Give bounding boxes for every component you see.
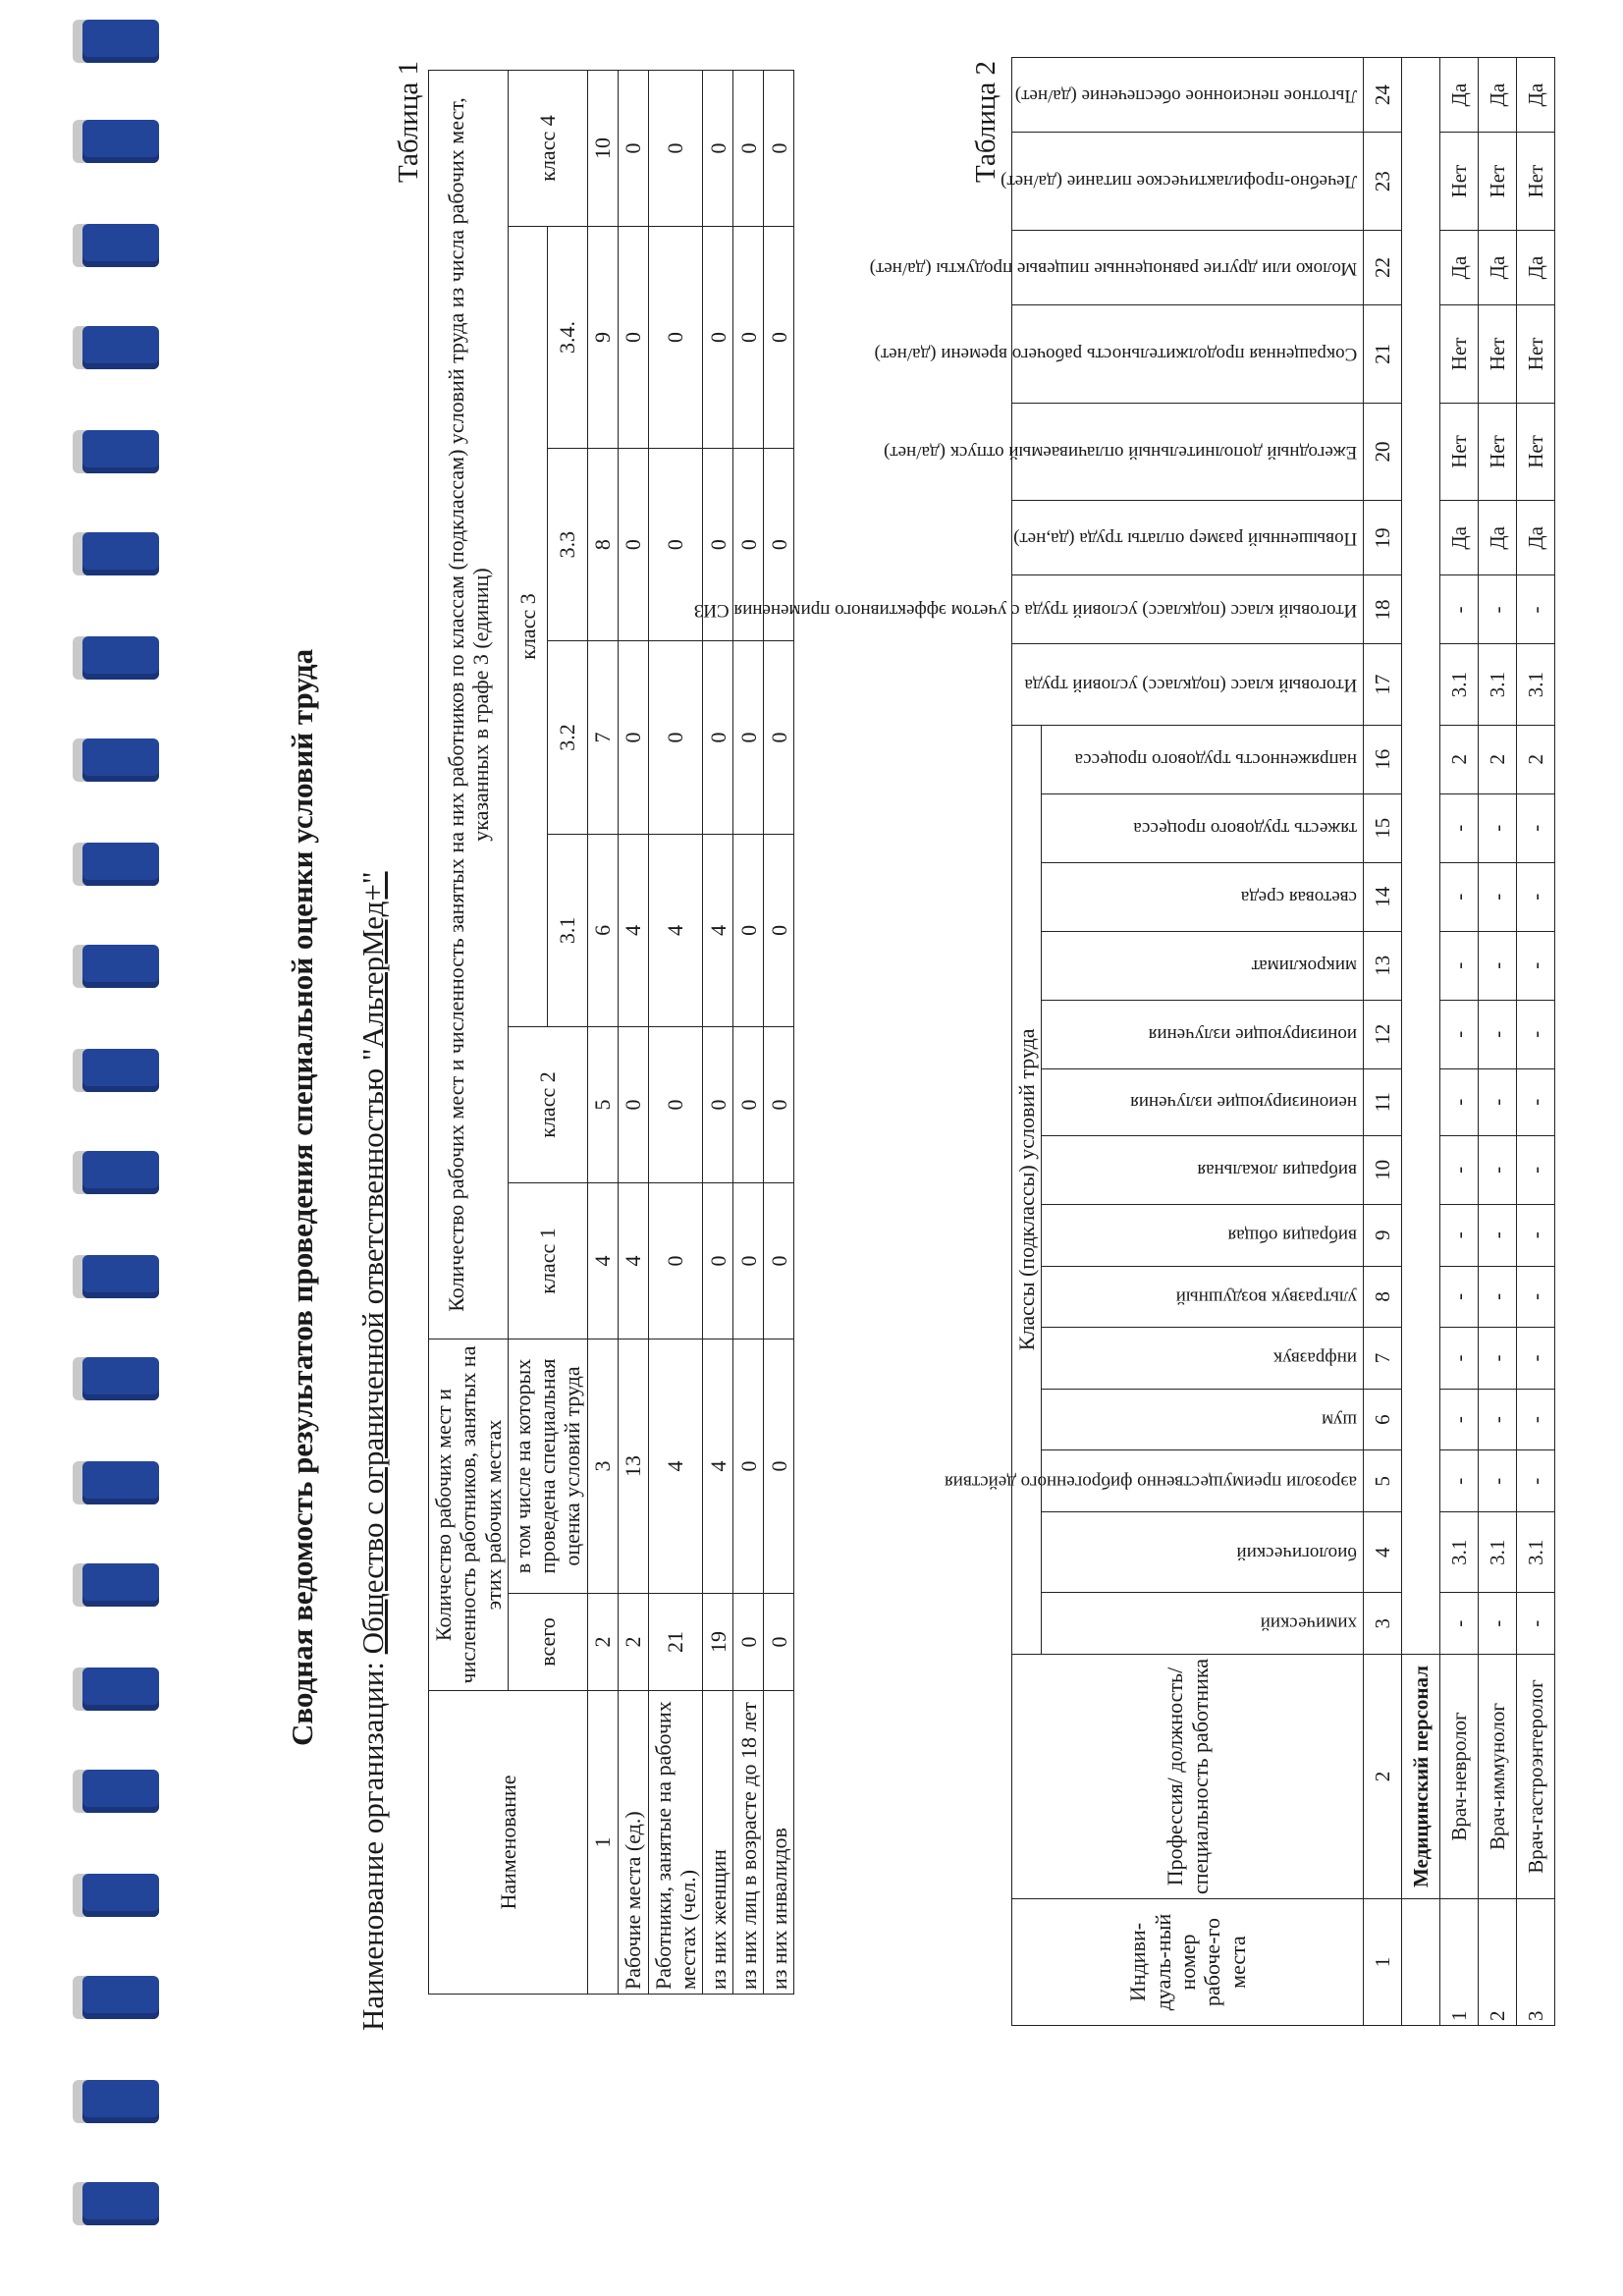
t1-cell: 0 <box>618 227 648 449</box>
t2-factor-header: Итоговый класс (подкласс) условий труда <box>1012 644 1364 725</box>
t1-cell: 0 <box>764 448 794 640</box>
t2-factor-header: инфразвук <box>1042 1328 1364 1390</box>
t1-cell: 0 <box>733 448 764 640</box>
t2-body <box>1440 58 1555 2026</box>
t2-cell: - <box>1479 1593 1517 1655</box>
t1-col-number: 9 <box>587 227 618 449</box>
t2-section-row <box>1402 58 1440 2026</box>
t2-col-number: 24 <box>1364 58 1402 133</box>
t2-col-number: 13 <box>1364 931 1402 1000</box>
t2-head-classes-group: Классы (подклассы) условий труда <box>1012 725 1042 1654</box>
t2-col-number: 14 <box>1364 862 1402 931</box>
t2-col-number: 19 <box>1364 501 1402 575</box>
t2-cell: - <box>1479 575 1517 644</box>
t2-factor-header: химический <box>1042 1593 1364 1655</box>
t2-col-number: 4 <box>1364 1512 1402 1593</box>
t2-col-number: 1 <box>1364 1899 1402 2026</box>
t1-head-class4: класс 4 <box>508 71 587 227</box>
t2-cell: - <box>1479 1450 1517 1512</box>
t1-col-number: 8 <box>587 448 618 640</box>
t2-col-number: 10 <box>1364 1135 1402 1204</box>
t2-factor-header: тяжесть трудового процесса <box>1042 793 1364 862</box>
t2-cell: - <box>1479 1000 1517 1068</box>
t2-row-name: Врач-иммунолог <box>1479 1655 1517 1899</box>
t1-head-class2: класс 2 <box>508 1027 587 1183</box>
t2-col-number: 7 <box>1364 1328 1402 1390</box>
t2-factor-header: аэрозоли преимущественно фиброгенного действия <box>1042 1450 1364 1512</box>
t2-cell: Да <box>1479 230 1517 304</box>
t2-cell: Нет <box>1479 403 1517 501</box>
t1-body <box>618 71 794 1995</box>
t2-cell: - <box>1440 1328 1479 1390</box>
t2-head-id: Индиви-дуаль-ный номер рабоче-го места <box>1012 1899 1364 2026</box>
t1-cell: 0 <box>648 1027 703 1183</box>
t2-row-id: 3 <box>1517 1899 1555 2026</box>
t2-factor-header: биологический <box>1042 1512 1364 1593</box>
t1-col-number: 6 <box>587 834 618 1026</box>
t2-cell: - <box>1479 1389 1517 1450</box>
t2-row <box>1517 58 1555 2026</box>
t1-cell: 4 <box>618 834 648 1026</box>
t1-row-name: из них инвалидов <box>764 1691 794 1995</box>
page-title: Сводная ведомость результатов проведения специальной оценки условий труда <box>285 648 319 1746</box>
t2-factor-header: световая среда <box>1042 862 1364 931</box>
t1-cell: 0 <box>618 71 648 227</box>
t2-cell: - <box>1517 1204 1555 1266</box>
t1-cell: 0 <box>618 641 648 834</box>
t2-cell: - <box>1479 793 1517 862</box>
t1-cell: 4 <box>648 834 703 1026</box>
t1-cell: 0 <box>764 1027 794 1183</box>
t1-cell: 21 <box>648 1594 703 1691</box>
t2-cell: - <box>1440 1000 1479 1068</box>
t2-cell: 2 <box>1479 725 1517 793</box>
t2-head-profession: Профессия/ должность/ специальность работника <box>1012 1655 1364 1899</box>
t2-col-number: 23 <box>1364 133 1402 231</box>
t1-head-sub32: 3.2 <box>548 641 587 834</box>
t2-col-number: 8 <box>1364 1266 1402 1328</box>
t1-cell: 0 <box>703 448 733 640</box>
t2-factor-header: ультразвук воздушный <box>1042 1266 1364 1328</box>
t2-col-number: 16 <box>1364 725 1402 793</box>
t2-factor-header: вибрация локальная <box>1042 1135 1364 1204</box>
t2-cell: - <box>1517 1389 1555 1450</box>
t1-row-name: Рабочие места (ед.) <box>618 1691 648 1995</box>
t2-col-number: 17 <box>1364 644 1402 725</box>
t2-cell: Нет <box>1517 305 1555 404</box>
t2-cell: 2 <box>1440 725 1479 793</box>
t2-factor-header: вибрация общая <box>1042 1204 1364 1266</box>
t2-factor-header: Сокращенная продолжительность рабочего времени (да/нет) <box>1012 305 1364 404</box>
t1-cell: 0 <box>618 1027 648 1183</box>
t2-cell: - <box>1440 862 1479 931</box>
t2-cell: Да <box>1479 501 1517 575</box>
t1-head-class-group: Количество рабочих мест и численность занятых на них работников по классам (подклассам) условий труда из числа рабочих мест, указанных в графе 3 (единиц) <box>429 71 509 1339</box>
t1-head-sub31: 3.1 <box>548 834 587 1026</box>
t2-cell: Да <box>1517 58 1555 133</box>
t2-factor-header: ионизирующие излучения <box>1042 1000 1364 1068</box>
organization-line <box>355 871 391 2031</box>
t2-factor-header: Льготное пенсионное обеспечение (да/нет) <box>1012 58 1364 133</box>
t1-row-name: из них лиц в возрасте до 18 лет <box>733 1691 764 1995</box>
t1-cell: 0 <box>764 1339 794 1594</box>
t2-factor-header: Лечебно-профилактическое питание (да/нет) <box>1012 133 1364 231</box>
t1-cell: 0 <box>733 641 764 834</box>
t1-row-name: Работники, занятые на рабочих местах (чел.) <box>648 1691 703 1995</box>
t1-cell: 0 <box>733 834 764 1026</box>
t2-cell: - <box>1517 862 1555 931</box>
table1-caption: Таблица 1 <box>393 60 424 183</box>
t1-cell: 0 <box>703 227 733 449</box>
t1-cell: 0 <box>764 641 794 834</box>
t1-cell: 0 <box>648 227 703 449</box>
t2-col-number: 22 <box>1364 230 1402 304</box>
t2-factor-header: шум <box>1042 1389 1364 1450</box>
t2-cell: - <box>1440 1450 1479 1512</box>
t1-col-number: 2 <box>587 1594 618 1691</box>
t1-cell: 2 <box>618 1594 648 1691</box>
t2-col-number: 20 <box>1364 403 1402 501</box>
t1-row <box>648 71 703 1995</box>
t1-cell: 0 <box>703 641 733 834</box>
t2-factor-header: Молоко или другие равноценные пищевые продукты (да/нет) <box>1012 230 1364 304</box>
t2-cell: - <box>1440 1389 1479 1450</box>
t2-col-number: 9 <box>1364 1204 1402 1266</box>
t1-col-number: 3 <box>587 1339 618 1594</box>
t1-col-number: 7 <box>587 641 618 834</box>
t1-row <box>618 71 648 1995</box>
t1-head-sub34: 3.4. <box>548 227 587 449</box>
t2-cell: 3.1 <box>1479 1512 1517 1593</box>
t2-factor-header: микроклимат <box>1042 931 1364 1000</box>
t1-col-number: 4 <box>587 1183 618 1339</box>
t1-row-name: из них женщин <box>703 1691 733 1995</box>
t2-row-id: 2 <box>1479 1899 1517 2026</box>
t1-cell: 0 <box>764 834 794 1026</box>
t2-cell: - <box>1517 1266 1555 1328</box>
t2-col-number: 3 <box>1364 1593 1402 1655</box>
t1-row <box>764 71 794 1995</box>
t2-cell: - <box>1440 1266 1479 1328</box>
t2-cell: - <box>1479 1204 1517 1266</box>
t2-cell: - <box>1517 1068 1555 1135</box>
t2-cell: Нет <box>1479 133 1517 231</box>
t1-cell: 4 <box>648 1339 703 1594</box>
t2-cell: - <box>1440 1204 1479 1266</box>
t2-cell: - <box>1440 1068 1479 1135</box>
t2-cell: 3.1 <box>1517 1512 1555 1593</box>
t2-cell: - <box>1479 862 1517 931</box>
t2-col-number: 21 <box>1364 305 1402 404</box>
t1-row <box>703 71 733 1995</box>
t2-cell: Нет <box>1517 403 1555 501</box>
organization-name: Общество с ограниченной ответственностью "АльтерМед+" <box>355 871 390 1655</box>
t1-cell: 0 <box>764 1183 794 1339</box>
t1-cell: 4 <box>618 1183 648 1339</box>
t1-head-class3: класс 3 <box>508 227 547 1027</box>
t2-row-id: 1 <box>1440 1899 1479 2026</box>
t2-factor-header: Ежегодный дополнительный оплачиваемый отпуск (да/нет) <box>1012 403 1364 501</box>
t2-cell: - <box>1440 1135 1479 1204</box>
t2-cell: - <box>1517 1593 1555 1655</box>
t2-section-label: Медицинский персонал <box>1402 1655 1440 1899</box>
t1-col-number: 1 <box>587 1691 618 1995</box>
t2-cell: 3.1 <box>1440 1512 1479 1593</box>
t1-head-assessed: в том числе на которых проведена специальная оценка условий труда <box>508 1339 587 1594</box>
t2-cell: Да <box>1440 58 1479 133</box>
t2-cell: - <box>1517 1000 1555 1068</box>
t2-cell: Да <box>1517 501 1555 575</box>
t1-cell: 13 <box>618 1339 648 1594</box>
t2-row <box>1440 58 1479 2026</box>
t2-cell: 3.1 <box>1517 644 1555 725</box>
t2-cell: - <box>1479 1266 1517 1328</box>
t2-cell: - <box>1440 793 1479 862</box>
t1-head-count-group: Количество рабочих мест и численность работников, занятых на этих рабочих местах <box>429 1339 509 1691</box>
t2-cell: - <box>1440 931 1479 1000</box>
t1-row <box>733 71 764 1995</box>
t2-cell: Да <box>1479 58 1517 133</box>
t2-factor-header: Повышенный размер оплаты труда (да,нет) <box>1012 501 1364 575</box>
t2-cell: - <box>1517 1328 1555 1390</box>
t2-cell: - <box>1517 931 1555 1000</box>
t1-cell: 0 <box>733 71 764 227</box>
t1-cell: 0 <box>733 1183 764 1339</box>
t1-head-sub33: 3.3 <box>548 448 587 640</box>
t1-head-total: всего <box>508 1594 587 1691</box>
t1-cell: 0 <box>703 1027 733 1183</box>
t2-cell: - <box>1479 1068 1517 1135</box>
t1-cell: 4 <box>703 1339 733 1594</box>
t2-cell: Да <box>1517 230 1555 304</box>
t1-cell: 0 <box>764 71 794 227</box>
t2-cell: Нет <box>1517 133 1555 231</box>
t2-cell: - <box>1479 1328 1517 1390</box>
t2-cell: - <box>1517 1450 1555 1512</box>
table2-caption: Таблица 2 <box>970 60 1001 183</box>
t1-cell: 0 <box>648 1183 703 1339</box>
t2-col-number: 6 <box>1364 1389 1402 1450</box>
t2-row-name: Врач-невролог <box>1440 1655 1479 1899</box>
t2-cell: Нет <box>1479 305 1517 404</box>
t1-cell: 0 <box>648 71 703 227</box>
t1-cell: 0 <box>703 71 733 227</box>
t2-col-number: 15 <box>1364 793 1402 862</box>
table1 <box>428 70 794 1995</box>
t2-cell: - <box>1517 575 1555 644</box>
t2-col-number: 18 <box>1364 575 1402 644</box>
t2-cell: 3.1 <box>1479 644 1517 725</box>
t2-factor-header: неионизирующие излучения <box>1042 1068 1364 1135</box>
t2-cell: - <box>1517 793 1555 862</box>
t1-cell: 0 <box>648 448 703 640</box>
t1-col-number: 10 <box>587 71 618 227</box>
t2-cell: - <box>1440 1593 1479 1655</box>
t2-cell: - <box>1517 1135 1555 1204</box>
t1-cell: 0 <box>733 1594 764 1691</box>
organization-label: Наименование организации: <box>355 1662 390 2031</box>
t2-cell: 3.1 <box>1440 644 1479 725</box>
t2-column-numbers-row <box>1364 58 1402 2026</box>
t2-col-number: 5 <box>1364 1450 1402 1512</box>
t2-cell: Нет <box>1440 305 1479 404</box>
t2-col-number: 11 <box>1364 1068 1402 1135</box>
t2-cell: - <box>1479 931 1517 1000</box>
t1-cell: 0 <box>764 227 794 449</box>
t1-cell: 0 <box>618 448 648 640</box>
t1-cell: 0 <box>703 1183 733 1339</box>
t1-cell: 0 <box>733 1027 764 1183</box>
t2-col-number: 2 <box>1364 1655 1402 1899</box>
t1-column-numbers-row <box>587 71 618 1995</box>
t1-cell: 0 <box>764 1594 794 1691</box>
t1-cell: 0 <box>733 1339 764 1594</box>
t2-cell: Нет <box>1440 133 1479 231</box>
t1-cell: 0 <box>648 641 703 834</box>
t2-factor-header: Итоговый класс (подкласс) условий труда с учетом эффективного применения СИЗ <box>1012 575 1364 644</box>
t2-cell: - <box>1479 1135 1517 1204</box>
t2-cell: Нет <box>1440 403 1479 501</box>
t1-col-number: 5 <box>587 1027 618 1183</box>
t2-row-name: Врач-гастроэнтеролог <box>1517 1655 1555 1899</box>
t1-head-class1: класс 1 <box>508 1183 587 1339</box>
t2-col-number: 12 <box>1364 1000 1402 1068</box>
t1-cell: 4 <box>703 834 733 1026</box>
t1-head-name: Наименование <box>429 1691 588 1995</box>
t2-row <box>1479 58 1517 2026</box>
t2-cell: Да <box>1440 230 1479 304</box>
t1-cell: 0 <box>733 227 764 449</box>
t2-cell: 2 <box>1517 725 1555 793</box>
t2-factor-header: напряженность трудового процесса <box>1042 725 1364 793</box>
t2-cell: Да <box>1440 501 1479 575</box>
t2-cell: - <box>1440 575 1479 644</box>
t1-cell: 19 <box>703 1594 733 1691</box>
